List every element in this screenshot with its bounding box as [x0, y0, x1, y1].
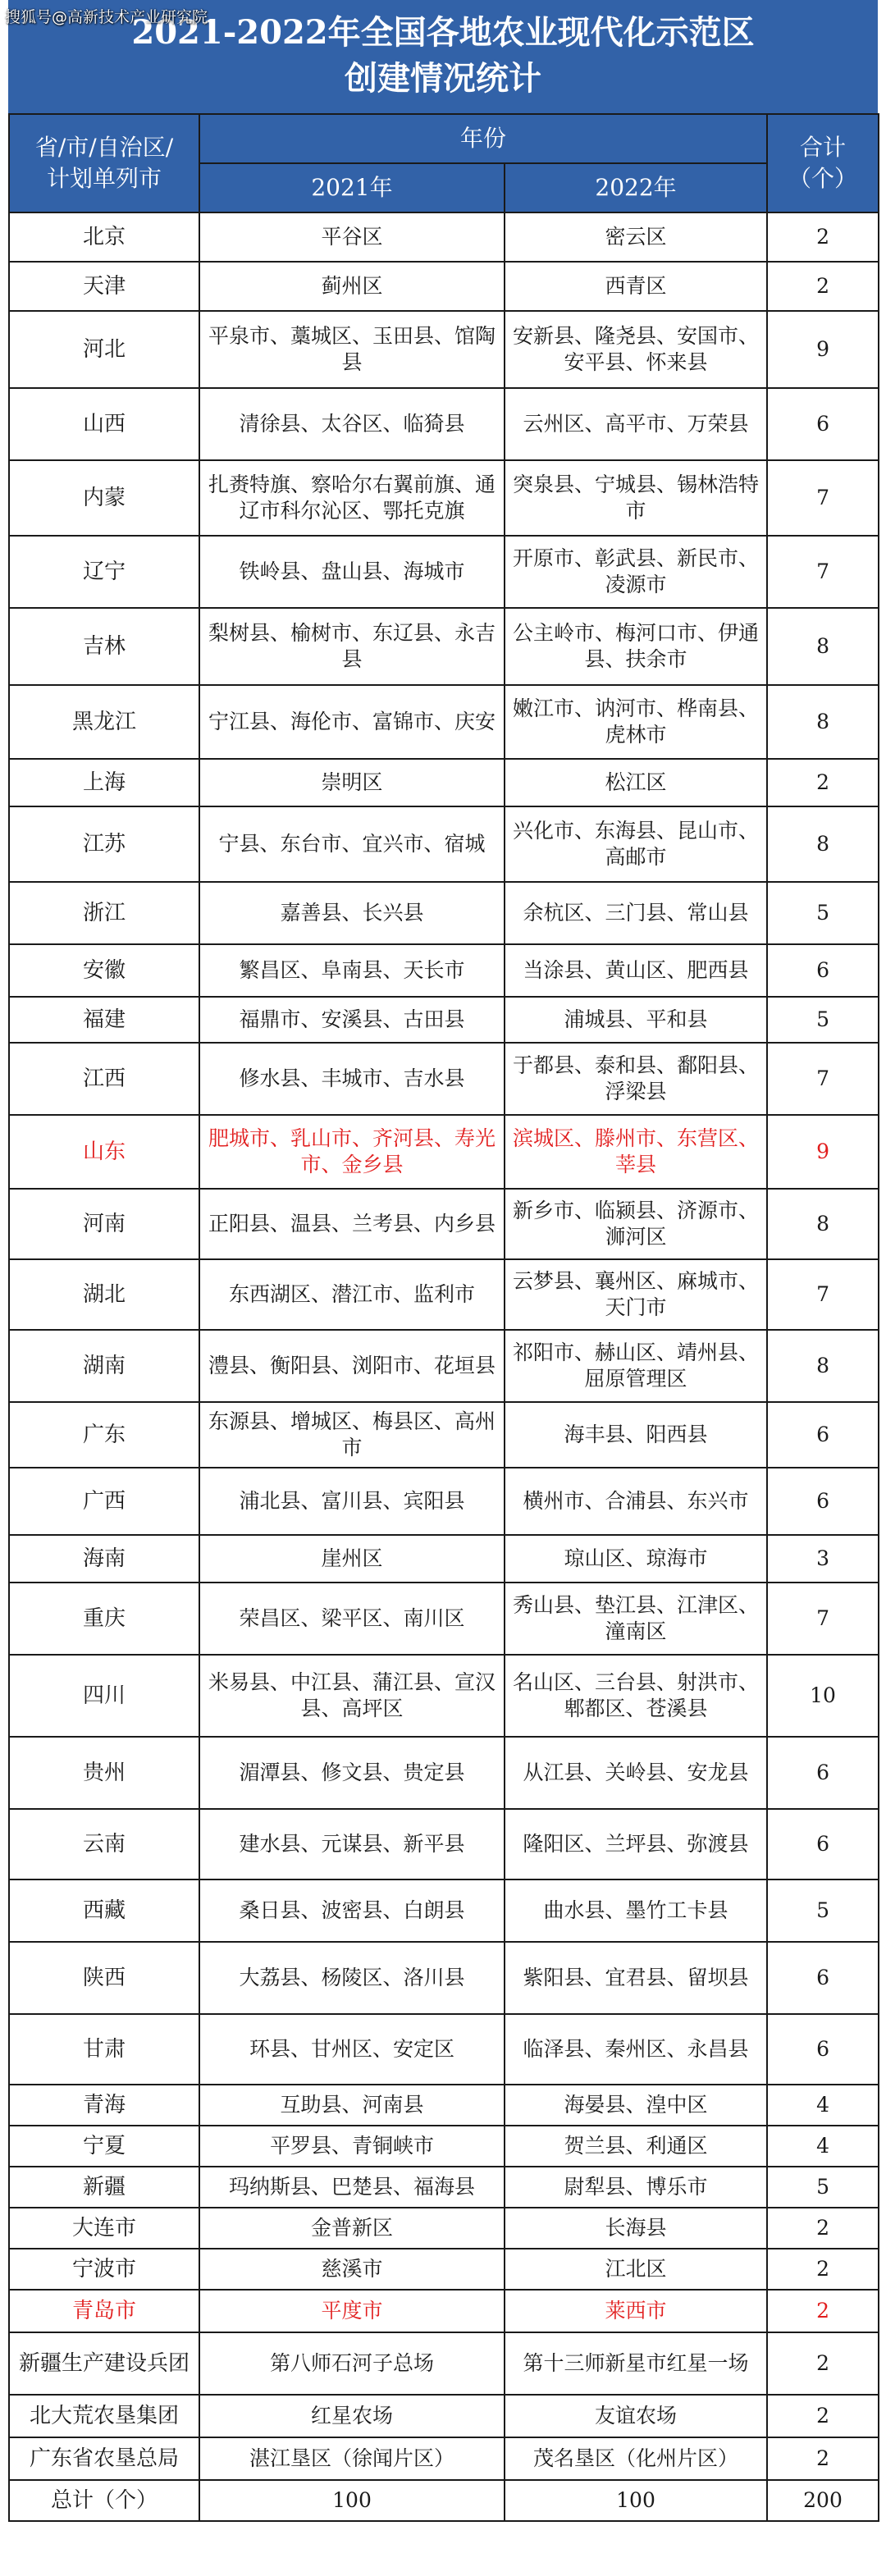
cell-province: 天津	[9, 262, 199, 311]
cell-2022: 琼山区、琼海市	[505, 1535, 767, 1583]
cell-2022: 西青区	[505, 262, 767, 311]
title-line-1: 2021-2022年全国各地农业现代化示范区	[131, 13, 755, 52]
cell-province: 山西	[9, 388, 199, 460]
cell-total: 6	[767, 2014, 879, 2085]
table-row	[9, 1402, 879, 1468]
header-year: 年份	[199, 114, 767, 163]
cell-total: 2	[767, 262, 879, 311]
cell-total: 2	[767, 2395, 879, 2437]
cell-2022: 兴化市、东海县、昆山市、高邮市	[505, 806, 767, 882]
table-row	[9, 1583, 879, 1655]
table-row	[9, 1535, 879, 1583]
cell-province: 福建	[9, 997, 199, 1043]
cell-2022: 于都县、泰和县、鄱阳县、浮梁县	[505, 1043, 767, 1115]
cell-2022: 安新县、隆尧县、安国市、安平县、怀来县	[505, 311, 767, 388]
table-row	[9, 262, 879, 311]
cell-2022: 长海县	[505, 2208, 767, 2249]
cell-total: 9	[767, 1115, 879, 1189]
cell-province: 宁波市	[9, 2249, 199, 2290]
cell-total: 6	[767, 1468, 879, 1535]
cell-total: 5	[767, 2167, 879, 2208]
cell-2021: 浦北县、富川县、宾阳县	[199, 1468, 505, 1535]
cell-total: 8	[767, 1189, 879, 1259]
cell-2021: 100	[199, 2480, 505, 2521]
table-row	[9, 997, 879, 1043]
cell-province: 海南	[9, 1535, 199, 1583]
cell-2021: 慈溪市	[199, 2249, 505, 2290]
table-row	[9, 2126, 879, 2167]
cell-2021: 大荔县、杨陵区、洛川县	[199, 1942, 505, 2014]
cell-province: 甘肃	[9, 2014, 199, 2085]
cell-2022: 临泽县、秦州区、永昌县	[505, 2014, 767, 2085]
cell-2021: 澧县、衡阳县、浏阳市、花垣县	[199, 1330, 505, 1402]
table-row	[9, 944, 879, 997]
table-row	[9, 1942, 879, 2014]
cell-2021: 东西湖区、潜江市、监利市	[199, 1259, 505, 1330]
cell-2021: 扎赉特旗、察哈尔右翼前旗、通辽市科尔沁区、鄂托克旗	[199, 460, 505, 536]
cell-total: 6	[767, 1402, 879, 1468]
cell-total: 2	[767, 2249, 879, 2290]
header-total-line-2: （个）	[788, 165, 858, 192]
table-row	[9, 882, 879, 944]
table-row	[9, 2290, 879, 2332]
cell-total: 8	[767, 1330, 879, 1402]
cell-2021: 修水县、丰城市、吉水县	[199, 1043, 505, 1115]
cell-2021: 第八师石河子总场	[199, 2332, 505, 2395]
cell-province: 贵州	[9, 1737, 199, 1809]
cell-total: 7	[767, 1583, 879, 1655]
cell-2022: 贺兰县、利通区	[505, 2126, 767, 2167]
table-row	[9, 1043, 879, 1115]
cell-2021: 正阳县、温县、兰考县、内乡县	[199, 1189, 505, 1259]
table-row	[9, 685, 879, 759]
table-row	[9, 608, 879, 685]
cell-2021: 湄潭县、修文县、贵定县	[199, 1737, 505, 1809]
cell-2021: 繁昌区、阜南县、天长市	[199, 944, 505, 997]
cell-province: 陕西	[9, 1942, 199, 2014]
cell-2022: 云梦县、襄州区、麻城市、天门市	[505, 1259, 767, 1330]
cell-total: 8	[767, 685, 879, 759]
cell-2021: 桑日县、波密县、白朗县	[199, 1879, 505, 1942]
cell-2021: 金普新区	[199, 2208, 505, 2249]
cell-total: 2	[767, 2332, 879, 2395]
table-row	[9, 759, 879, 806]
cell-2022: 滨城区、滕州市、东营区、莘县	[505, 1115, 767, 1189]
cell-2022: 莱西市	[505, 2290, 767, 2332]
cell-total: 2	[767, 2437, 879, 2480]
table-row	[9, 311, 879, 388]
cell-total: 6	[767, 1737, 879, 1809]
cell-total: 2	[767, 2208, 879, 2249]
cell-2022: 松江区	[505, 759, 767, 806]
cell-total: 10	[767, 1655, 879, 1737]
cell-province: 内蒙	[9, 460, 199, 536]
header-total	[767, 114, 879, 212]
cell-2021: 平谷区	[199, 212, 505, 262]
cell-province: 湖北	[9, 1259, 199, 1330]
cell-total: 3	[767, 1535, 879, 1583]
cell-province: 总计（个）	[9, 2480, 199, 2521]
cell-province: 西藏	[9, 1879, 199, 1942]
cell-total: 4	[767, 2126, 879, 2167]
header-province-line-2: 计划单列市	[46, 165, 162, 192]
cell-2022: 茂名垦区（化州片区）	[505, 2437, 767, 2480]
table-row	[9, 1468, 879, 1535]
cell-province: 黑龙江	[9, 685, 199, 759]
cell-province: 大连市	[9, 2208, 199, 2249]
header-province	[9, 114, 199, 212]
cell-total: 9	[767, 311, 879, 388]
table-row	[9, 2249, 879, 2290]
cell-province: 安徽	[9, 944, 199, 997]
cell-total: 5	[767, 997, 879, 1043]
cell-2021: 梨树县、榆树市、东辽县、永吉县	[199, 608, 505, 685]
cell-province: 北大荒农垦集团	[9, 2395, 199, 2437]
cell-2021: 东源县、增城区、梅县区、高州市	[199, 1402, 505, 1468]
cell-province: 广东省农垦总局	[9, 2437, 199, 2480]
cell-total: 5	[767, 882, 879, 944]
cell-province: 辽宁	[9, 536, 199, 608]
table-body	[9, 212, 879, 2521]
watermark: 搜狐号@高新技术产业研究院	[5, 8, 208, 26]
table-row	[9, 2437, 879, 2480]
cell-2022: 紫阳县、宜君县、留坝县	[505, 1942, 767, 2014]
cell-2022: 第十三师新星市红星一场	[505, 2332, 767, 2395]
cell-2022: 曲水县、墨竹工卡县	[505, 1879, 767, 1942]
header-2022: 2022年	[505, 163, 767, 212]
cell-2021: 建水县、元谋县、新平县	[199, 1809, 505, 1879]
cell-province: 云南	[9, 1809, 199, 1879]
cell-2021: 环县、甘州区、安定区	[199, 2014, 505, 2085]
cell-2022: 100	[505, 2480, 767, 2521]
cell-2021: 肥城市、乳山市、齐河县、寿光市、金乡县	[199, 1115, 505, 1189]
table-row	[9, 1655, 879, 1737]
cell-province: 上海	[9, 759, 199, 806]
cell-2021: 宁江县、海伦市、富锦市、庆安	[199, 685, 505, 759]
cell-total: 7	[767, 1259, 879, 1330]
table-row	[9, 2332, 879, 2395]
table-row	[9, 2167, 879, 2208]
cell-province: 广西	[9, 1468, 199, 1535]
cell-2022: 江北区	[505, 2249, 767, 2290]
cell-province: 山东	[9, 1115, 199, 1189]
cell-province: 湖南	[9, 1330, 199, 1402]
cell-2021: 福鼎市、安溪县、古田县	[199, 997, 505, 1043]
cell-2022: 尉犁县、博乐市	[505, 2167, 767, 2208]
cell-2022: 密云区	[505, 212, 767, 262]
cell-2022: 祁阳市、赫山区、靖州县、屈原管理区	[505, 1330, 767, 1402]
cell-2022: 友谊农场	[505, 2395, 767, 2437]
cell-total: 200	[767, 2480, 879, 2521]
cell-2021: 米易县、中江县、蒲江县、宣汉县、高坪区	[199, 1655, 505, 1737]
cell-2022: 公主岭市、梅河口市、伊通县、扶余市	[505, 608, 767, 685]
cell-total: 7	[767, 1043, 879, 1115]
cell-2021: 铁岭县、盘山县、海城市	[199, 536, 505, 608]
table-row	[9, 2208, 879, 2249]
cell-2022: 浦城县、平和县	[505, 997, 767, 1043]
cell-2021: 红星农场	[199, 2395, 505, 2437]
cell-2021: 平罗县、青铜峡市	[199, 2126, 505, 2167]
cell-2021: 荣昌区、梁平区、南川区	[199, 1583, 505, 1655]
cell-2022: 从江县、关岭县、安龙县	[505, 1737, 767, 1809]
cell-province: 青海	[9, 2085, 199, 2126]
cell-province: 河南	[9, 1189, 199, 1259]
cell-total: 2	[767, 212, 879, 262]
cell-2021: 清徐县、太谷区、临猗县	[199, 388, 505, 460]
header-province-line-1: 省/市/自治区/	[34, 134, 174, 161]
cell-2022: 云州区、高平市、万荣县	[505, 388, 767, 460]
table-row	[9, 2480, 879, 2521]
cell-2021: 湛江垦区（徐闻片区）	[199, 2437, 505, 2480]
cell-total: 6	[767, 1809, 879, 1879]
cell-2022: 开原市、彰武县、新民市、凌源市	[505, 536, 767, 608]
cell-total: 2	[767, 759, 879, 806]
table-row	[9, 1115, 879, 1189]
table-row	[9, 536, 879, 608]
cell-total: 8	[767, 608, 879, 685]
table-row	[9, 388, 879, 460]
header-total-line-1: 合计	[800, 134, 847, 161]
cell-total: 2	[767, 2290, 879, 2332]
cell-province: 广东	[9, 1402, 199, 1468]
cell-province: 北京	[9, 212, 199, 262]
cell-2021: 互助县、河南县	[199, 2085, 505, 2126]
cell-province: 河北	[9, 311, 199, 388]
cell-2022: 秀山县、垫江县、江津区、潼南区	[505, 1583, 767, 1655]
cell-2021: 玛纳斯县、巴楚县、福海县	[199, 2167, 505, 2208]
cell-total: 6	[767, 388, 879, 460]
cell-2022: 横州市、合浦县、东兴市	[505, 1468, 767, 1535]
cell-province: 江西	[9, 1043, 199, 1115]
data-table	[8, 113, 879, 2522]
cell-province: 浙江	[9, 882, 199, 944]
table-row	[9, 212, 879, 262]
table-row	[9, 1809, 879, 1879]
cell-2021: 平度市	[199, 2290, 505, 2332]
cell-2021: 宁县、东台市、宜兴市、宿城	[199, 806, 505, 882]
cell-total: 4	[767, 2085, 879, 2126]
cell-2022: 新乡市、临颍县、济源市、浉河区	[505, 1189, 767, 1259]
cell-2022: 嫩江市、讷河市、桦南县、虎林市	[505, 685, 767, 759]
table-row	[9, 2014, 879, 2085]
cell-province: 江苏	[9, 806, 199, 882]
table-row	[9, 1259, 879, 1330]
table-row	[9, 1330, 879, 1402]
cell-2021: 崖州区	[199, 1535, 505, 1583]
table-row	[9, 460, 879, 536]
cell-2022: 余杭区、三门县、常山县	[505, 882, 767, 944]
table-row	[9, 806, 879, 882]
cell-2021: 嘉善县、长兴县	[199, 882, 505, 944]
cell-total: 5	[767, 1879, 879, 1942]
cell-2022: 突泉县、宁城县、锡林浩特市	[505, 460, 767, 536]
title-line-2: 创建情况统计	[345, 59, 541, 98]
table-row	[9, 1189, 879, 1259]
cell-2022: 海丰县、阳西县	[505, 1402, 767, 1468]
table-row	[9, 2395, 879, 2437]
header-2021: 2021年	[199, 163, 505, 212]
cell-province: 新疆生产建设兵团	[9, 2332, 199, 2395]
cell-2022: 当涂县、黄山区、肥西县	[505, 944, 767, 997]
cell-2021: 崇明区	[199, 759, 505, 806]
cell-total: 6	[767, 1942, 879, 2014]
cell-total: 6	[767, 944, 879, 997]
cell-province: 重庆	[9, 1583, 199, 1655]
table-row	[9, 1737, 879, 1809]
cell-total: 8	[767, 806, 879, 882]
cell-2022: 名山区、三台县、射洪市、郫都区、苍溪县	[505, 1655, 767, 1737]
cell-province: 青岛市	[9, 2290, 199, 2332]
cell-2022: 隆阳区、兰坪县、弥渡县	[505, 1809, 767, 1879]
cell-total: 7	[767, 460, 879, 536]
cell-province: 吉林	[9, 608, 199, 685]
cell-province: 新疆	[9, 2167, 199, 2208]
table-row	[9, 1879, 879, 1942]
table-row	[9, 2085, 879, 2126]
cell-province: 宁夏	[9, 2126, 199, 2167]
cell-2021: 平泉市、藁城区、玉田县、馆陶县	[199, 311, 505, 388]
cell-province: 四川	[9, 1655, 199, 1737]
cell-2022: 海晏县、湟中区	[505, 2085, 767, 2126]
cell-2021: 蓟州区	[199, 262, 505, 311]
cell-total: 7	[767, 536, 879, 608]
